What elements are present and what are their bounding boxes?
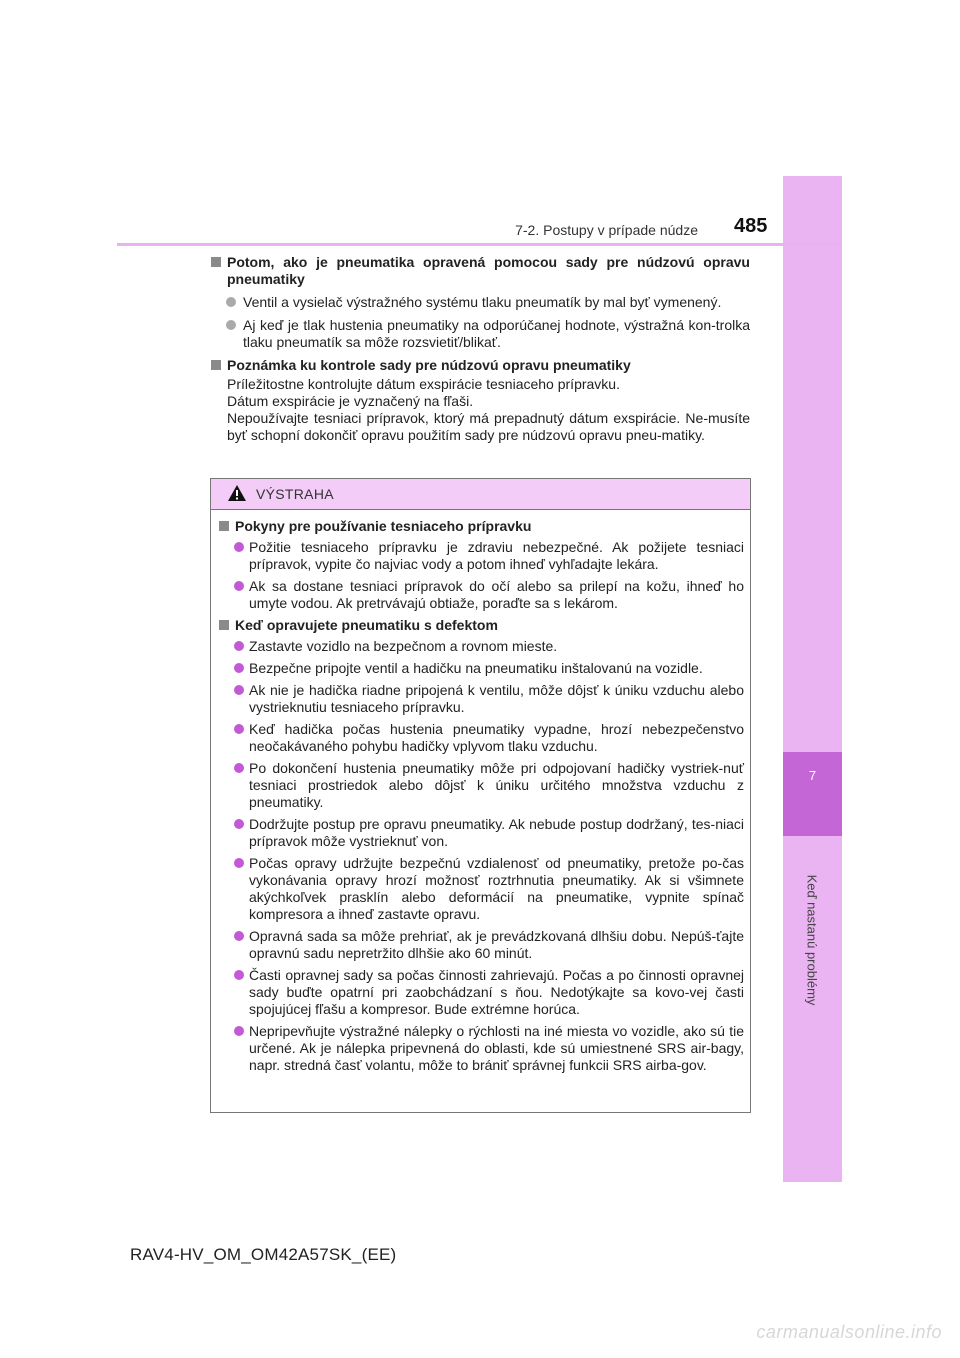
- heading-sealant-instructions: Pokyny pre používanie tesniaceho prípravku: [218, 518, 744, 535]
- section-title: 7-2. Postupy v prípade núdze: [515, 222, 698, 238]
- round-bullet-icon: [234, 581, 244, 591]
- header-rule: [117, 243, 842, 246]
- warning-box: [210, 478, 751, 1113]
- list-item: Dodržujte postup pre opravu pneumatiky. Ak nebude postup dodržaný, tes-niaci prípravok môže vystrieknuť von.: [218, 816, 744, 850]
- list-item: Nepripevňujte výstražné nálepky o rýchlosti na iné miesta vo vozidle, ako sú tie určené. Ak je nálepka pripevnená do oblasti, kde sú umiestnené SRS air-bagy, napr. stredná časť volantu, môže to brániť správnej funkcii SRS airba-gov.: [218, 1023, 744, 1074]
- list-item: Bezpečne pripojte ventil a hadičku na pneumatiku inštalovanú na vozidle.: [218, 660, 744, 677]
- round-bullet-icon: [234, 970, 244, 980]
- square-bullet-icon: [211, 360, 221, 370]
- square-bullet-icon: [219, 521, 229, 531]
- list-item: Požitie tesniaceho prípravku je zdraviu nebezpečné. Ak požijete tesniaci prípravok, vypite čo najviac vody a potom ihneď vyhľadajte lekára.: [218, 539, 744, 573]
- round-bullet-icon: [234, 685, 244, 695]
- page-number: 485: [734, 215, 768, 237]
- round-bullet-icon: [226, 297, 236, 307]
- list-item: Po dokončení hustenia pneumatiky môže pri odpojovaní hadičky vystriek-nuť tesniaci prostriedok alebo dôjsť k úniku určitého množstva vzduchu z pneumatiky.: [218, 760, 744, 811]
- watermark: carmanualsonline.info: [756, 1322, 942, 1342]
- heading-repairing-flat: Keď opravujete pneumatiku s defektom: [218, 617, 744, 634]
- chapter-number-block: [783, 752, 842, 836]
- round-bullet-icon: [234, 1026, 244, 1036]
- list-item: Keď hadička počas hustenia pneumatiky vypadne, hrozí nebezpečenstvo neočakávaného pohybu hadičky vplyvom tlaku vzduchu.: [218, 721, 744, 755]
- round-bullet-icon: [234, 858, 244, 868]
- round-bullet-icon: [234, 763, 244, 773]
- round-bullet-icon: [234, 663, 244, 673]
- list-item: Aj keď je tlak hustenia pneumatiky na odporúčanej hodnote, výstražná kon-trolka tlaku pneumatík sa môže rozsvietiť/blikať.: [210, 317, 750, 351]
- round-bullet-icon: [234, 819, 244, 829]
- round-bullet-icon: [234, 931, 244, 941]
- square-bullet-icon: [219, 620, 229, 630]
- manual-code: RAV4-HV_OM_OM42A57SK_(EE): [130, 1245, 397, 1264]
- chapter-side-tab: [783, 176, 842, 1182]
- round-bullet-icon: [234, 724, 244, 734]
- list-item: Ak nie je hadička riadne pripojená k ventilu, môže dôjsť k úniku vzduchu alebo vystrieknutiu tesniaceho prípravku.: [218, 682, 744, 716]
- round-bullet-icon: [226, 320, 236, 330]
- list-item: Ventil a vysielač výstražného systému tlaku pneumatík by mal byť vymenený.: [210, 294, 750, 311]
- round-bullet-icon: [234, 542, 244, 552]
- round-bullet-icon: [234, 641, 244, 651]
- list-item: Počas opravy udržujte bezpečnú vzdialenosť od pneumatiky, pretože po-čas vykonávania opravy hrozí možnosť roztrhnutia pneumatiky. Ak si všimnete akýchkoľvek prasklín alebo deformácií na pneumatike, vypnite spínač kompresora a ihneď zastavte opravu.: [218, 855, 744, 923]
- list-item: Zastavte vozidlo na bezpečnom a rovnom mieste.: [218, 638, 744, 655]
- kit-check-paragraph: Príležitostne kontrolujte dátum exspirácie tesniaceho prípravku. Dátum exspirácie je vyznačený na fľaši. Nepoužívajte tesniaci prípravok, ktorý má prepadnutý dátum exspirácie. Ne-musíte byť schopní dokončiť opravu použitím sady pre núdzovú opravu pneu-matiky.: [227, 376, 750, 443]
- list-item: Ak sa dostane tesniaci prípravok do očí alebo sa prilepí na kožu, ihneď ho umyte vodou. Ak pretrvávajú obtiaže, poraďte sa s lekárom.: [218, 578, 744, 612]
- warning-body: [211, 510, 750, 1074]
- heading-after-repair: Potom, ako je pneumatika opravená pomocou sady pre núdzovú opravu pneumatiky: [210, 254, 750, 288]
- square-bullet-icon: [211, 257, 221, 267]
- intro-content: [210, 254, 750, 444]
- warning-title: VÝSTRAHA: [256, 486, 334, 502]
- chapter-title: Keď nastanú problémy: [804, 874, 820, 1006]
- heading-kit-check: Poznámka ku kontrole sady pre núdzovú opravu pneumatiky: [210, 357, 750, 374]
- list-item: Opravná sada sa môže prehriať, ak je prevádzkovaná dlhšiu dobu. Nepúš-ťajte opravnú sadu nepretržito dlhšie ako 60 minút.: [218, 928, 744, 962]
- warning-header: [211, 479, 750, 510]
- warning-triangle-icon: [227, 484, 247, 502]
- chapter-number: 7: [808, 768, 817, 783]
- list-item: Časti opravnej sady sa počas činnosti zahrievajú. Počas a po činnosti opravnej sady buďte opatrní pri zaobchádzaní s ňou. Nedotýkajte sa kovo-vej časti spojujúcej fľašu a kompresor. Bude extrémne horúca.: [218, 967, 744, 1018]
